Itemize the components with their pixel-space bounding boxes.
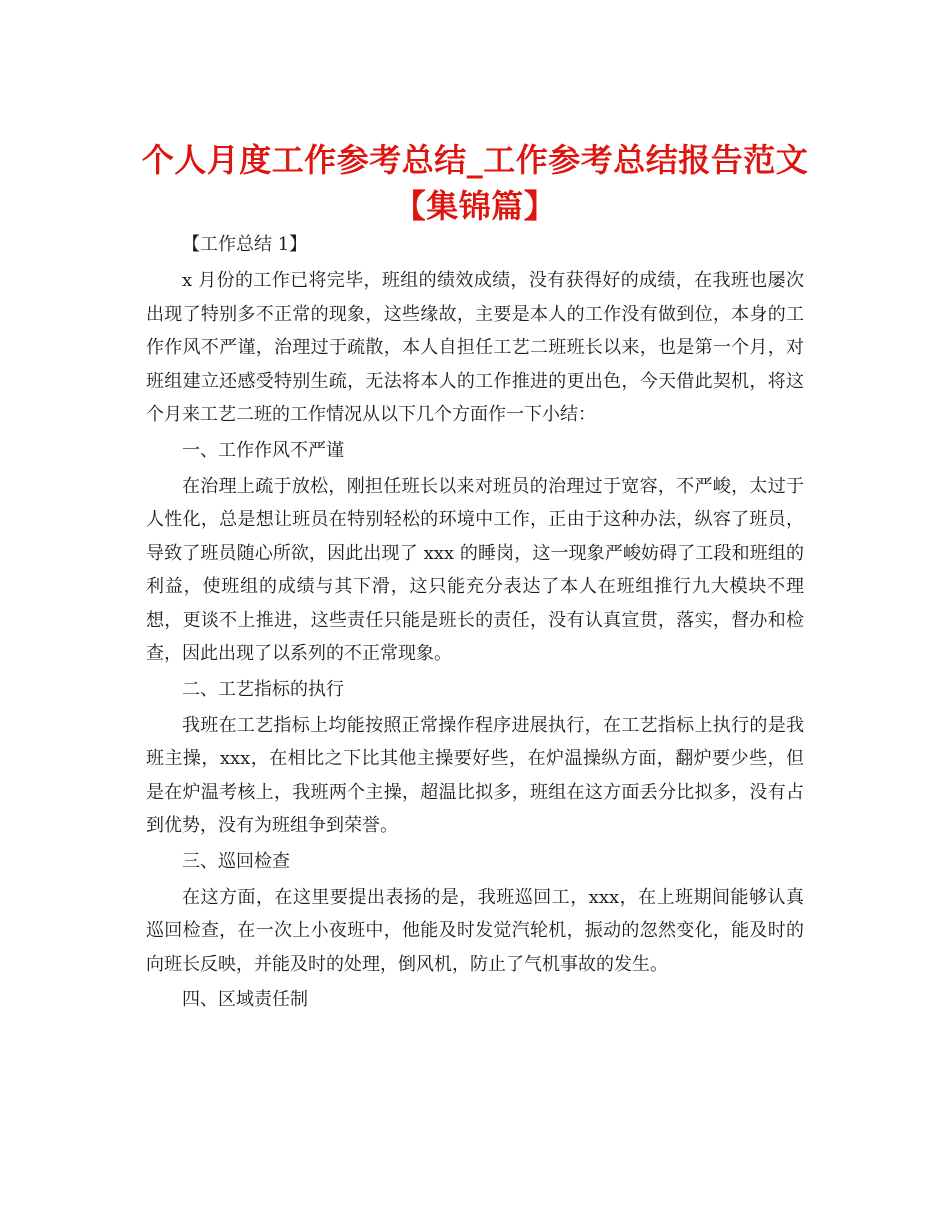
section-heading: 四、区域责任制 (182, 989, 308, 1010)
document-body (146, 228, 804, 1019)
body-paragraph: 在这方面，在这里要提出表扬的是，我班巡回工，xxx，在上班期间能够认真巡回检查，在一次上小夜班中，他能及时发觉汽轮机，振动的忽然变化，能及时的向班长反映，并能及时的处理，倒风机，防止了气机事故的发生。 (146, 886, 804, 975)
section-heading: 二、工艺指标的执行 (182, 678, 344, 700)
body-paragraph: 我班在工艺指标上均能按照正常操作程序进展执行，在工艺指标上执行的是我班主操，xxx，在相比之下比其他主操要好些，在炉温操纵方面，翻炉要少些，但是在炉温考核上，我班两个主操，超温比拟多，班组在这方面丢分比拟多，没有占到优势，没有为班组争到荣誉。 (146, 714, 804, 836)
document-title: 个人月度工作参考总结_工作参考总结报告范文【集锦篇】 (141, 141, 809, 225)
body-paragraph: x 月份的工作已将完毕，班组的绩效成绩，没有获得好的成绩，在我班也屡次出现了特别多不正常的现象，这些缘故，主要是本人的工作没有做到位，本身的工作作风不严谨，治理过于疏散，本人自担任工艺二班班长以来，也是第一个月，对班组建立还感受特别生疏，无法将本人的工作推进的更出色，今天借此契机，将这个月来工艺二班的工作情况从以下几个方面作一下小结： (146, 270, 804, 425)
section-heading: 三、巡回检查 (182, 850, 290, 872)
section-heading: 【工作总结 1】 (182, 234, 308, 255)
body-paragraph: 在治理上疏于放松，刚担任班长以来对班员的治理过于宽容，不严峻，太过于人性化，总是想让班员在特别轻松的环境中工作，正由于这种办法，纵容了班员，导致了班员随心所欲，因此出现了 xxx 的睡岗，这一现象严峻妨碍了工段和班组的利益，使班组的成绩与其下滑，这只能充分表达了本人在班组推行九大模块不理想，更谈不上推进，这些责任只能是班长的责任，没有认真宣贯，落实，督办和检查，因此出现了以系列的不正常现象。 (146, 475, 804, 664)
section-heading: 一、工作作风不严谨 (182, 439, 344, 461)
